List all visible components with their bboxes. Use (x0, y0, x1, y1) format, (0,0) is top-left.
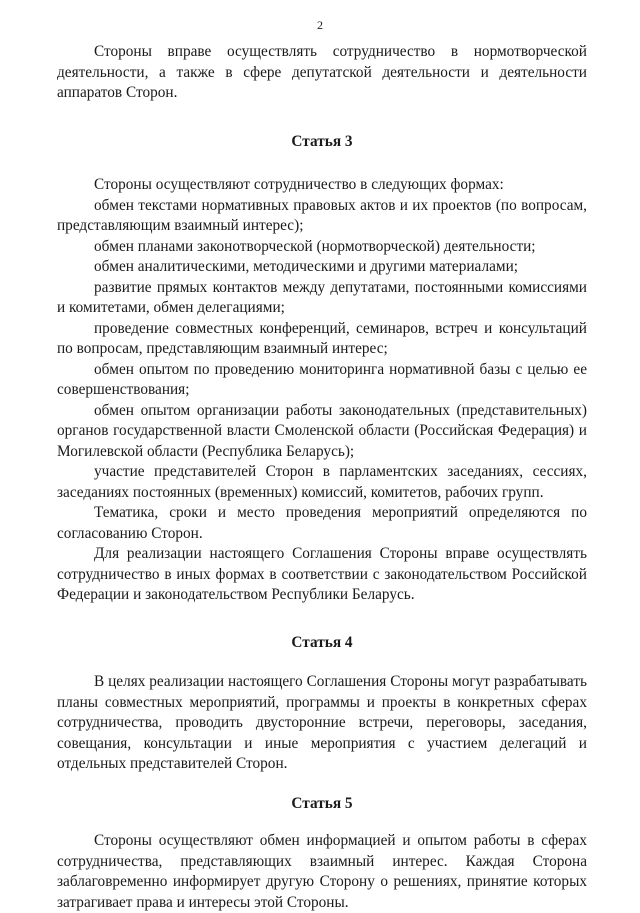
article-3-paragraph-8: обмен опытом организации работы законодательных (представительных) органов государственной власти Смоленской области (Российская Федерация) и Могилевской области (Республика Беларусь); (57, 401, 587, 460)
article-3-paragraph-6: проведение совместных конференций, семинаров, встреч и консультаций по вопросам, представляющим взаимный интерес; (57, 319, 587, 357)
article-3-paragraph-2: обмен текстами нормативных правовых актов и их проектов (по вопросам, представляющим взаимный интерес); (57, 196, 587, 234)
page-number: 2 (317, 18, 323, 32)
article-3-paragraph-1: Стороны осуществляют сотрудничество в следующих формах: (94, 176, 504, 193)
article-3-paragraph-3: обмен планами законотворческой (нормотворческой) деятельности; (94, 237, 536, 255)
article-5-heading: Статья 5 (291, 794, 353, 812)
article-3-paragraph-9: участие представителей Сторон в парламентских заседаниях, сессиях, заседаниях постоянных (временных) комиссий, комитетов, рабочих групп. (57, 463, 587, 501)
intro-paragraph: Стороны вправе осуществлять сотрудничество в нормотворческой деятельности, а также в сфере депутатской деятельности и деятельности аппаратов Сторон. (57, 43, 587, 101)
article-3-paragraph-5: развитие прямых контактов между депутатами, постоянными комиссиями и комитетами, обмен делегациями; (57, 278, 587, 316)
article-3-paragraph-4: обмен аналитическими, методическими и другими материалами; (94, 258, 519, 275)
article-5-paragraph-1: Стороны осуществляют обмен информацией и опытом работы в сферах сотрудничества, представляющих взаимный интерес. Каждая Сторона заблаговременно информирует другую Сторону о решениях, принятие которых затрагивает права и интересы этой Стороны. (57, 832, 587, 911)
article-3-paragraph-11: Для реализации настоящего Соглашения Стороны вправе осуществлять сотрудничество в иных формах в соответствии с законодательством Российской Федерации и законодательством Республики Беларусь. (57, 545, 587, 603)
document-body (57, 42, 587, 913)
article-4-paragraph-1: В целях реализации настоящего Соглашения Стороны могут разрабатывать планы совместных мероприятий, программы и проекты в конкретных сферах сотрудничества, проводить двусторонние встречи, переговоры, заседания, совещания, консультации и иные мероприятия с участием делегаций и отдельных представителей Сторон. (57, 673, 587, 772)
article-3-heading: Статья 3 (291, 132, 353, 150)
article-3-paragraph-7: обмен опытом по проведению мониторинга нормативной базы с целью ее совершенствования; (57, 360, 587, 398)
article-4-heading: Статья 4 (291, 633, 353, 651)
article-3-paragraph-10: Тематика, сроки и место проведения мероприятий определяются по согласованию Сторон. (57, 504, 587, 542)
